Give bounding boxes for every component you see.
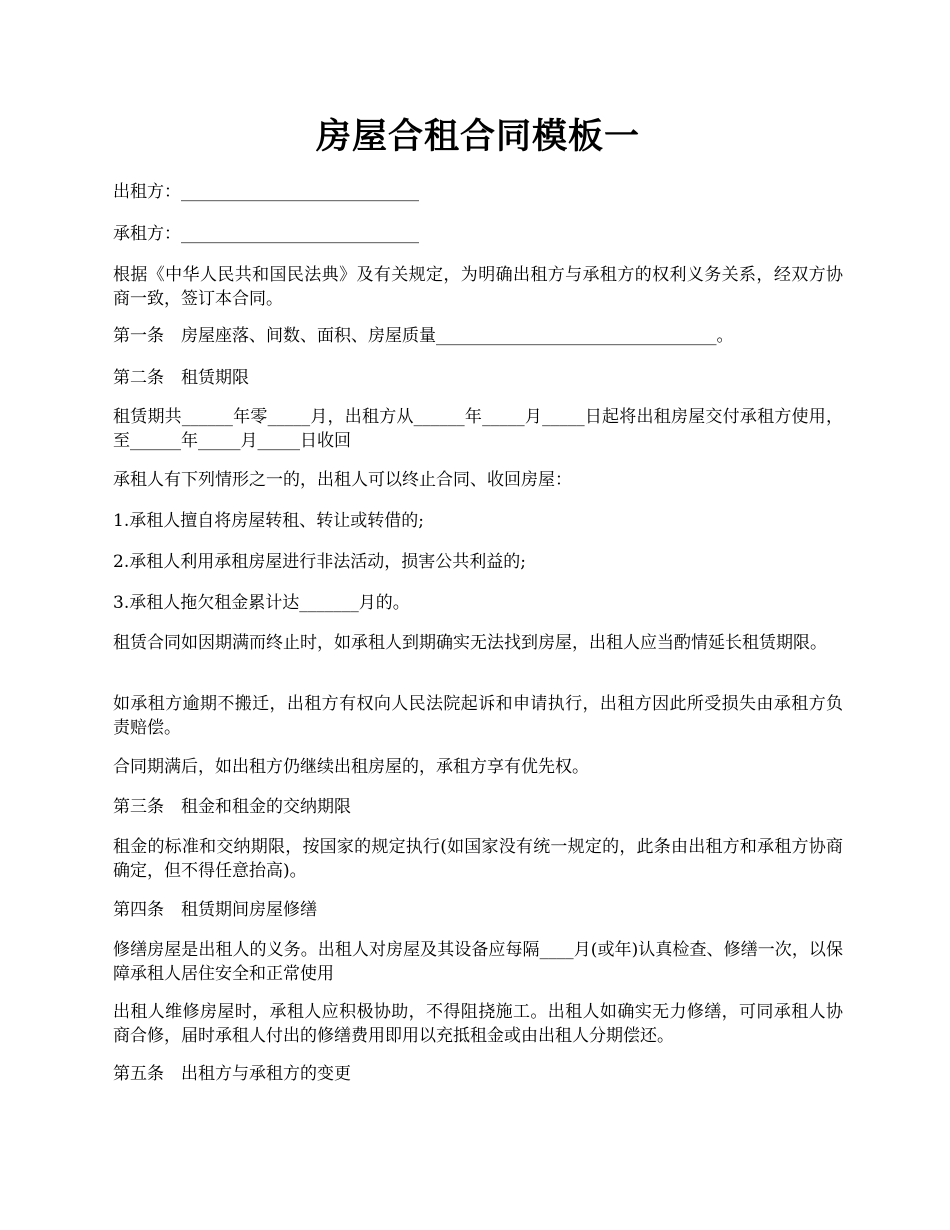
article-5-heading: 第五条 出租方与承租方的变更 bbox=[113, 1064, 351, 1084]
article-4-heading: 第四条 租赁期间房屋修缮 bbox=[113, 900, 317, 920]
article-1-heading: 第一条 房屋座落、间数、面积、房屋质量_________________________________。 bbox=[113, 326, 734, 346]
termination-intro: 承租人有下列情形之一的，出租人可以终止合同、收回房屋： bbox=[113, 470, 572, 490]
repair-paragraph-2: 出租人维修房屋时，承租人应积极协助，不得阻挠施工。出租人如确实无力修缮，可同承租人协商合修，届时承租人付出的修缮费用即用以充抵租金或由出租人分期偿还。 bbox=[113, 1002, 843, 1046]
overstay-paragraph: 如承租方逾期不搬迁，出租方有权向人民法院起诉和申请执行，出租方因此所受损失由承租方负责赔偿。 bbox=[113, 694, 843, 738]
article-3-heading: 第三条 租金和租金的交纳期限 bbox=[113, 797, 351, 817]
priority-paragraph: 合同期满后，如出租方仍继续出租房屋的，承租方享有优先权。 bbox=[113, 757, 589, 777]
article-2-heading: 第二条 租赁期限 bbox=[113, 368, 249, 388]
lessor-line: 出租方：____________________________ bbox=[113, 182, 419, 202]
rent-paragraph: 租金的标准和交纳期限，按国家的规定执行(如国家没有统一规定的，此条由出租方和承租方协商确定，但不得任意抬高)。 bbox=[113, 837, 843, 881]
termination-item-1: 1.承租人擅自将房屋转租、转让或转借的; bbox=[113, 511, 424, 531]
lessee-line: 承租方：____________________________ bbox=[113, 224, 419, 244]
lease-term-paragraph: 租赁期共______年零_____月，出租方从______年_____月_____日起将出租房屋交付承租方使用，至______年_____月_____日收回 bbox=[113, 407, 843, 451]
termination-item-2: 2.承租人利用承租房屋进行非法活动，损害公共利益的; bbox=[113, 552, 526, 572]
termination-item-3: 3.承租人拖欠租金累计达_______月的。 bbox=[113, 593, 410, 613]
extension-paragraph: 租赁合同如因期满而终止时，如承租人到期确实无法找到房屋，出租人应当酌情延长租赁期限。 bbox=[113, 633, 827, 653]
repair-paragraph-1: 修缮房屋是出租人的义务。出租人对房屋及其设备应每隔____月(或年)认真检查、修缮一次，以保障承租人居住安全和正常使用 bbox=[113, 940, 843, 984]
document-title: 房屋合租合同模板一 bbox=[315, 116, 640, 157]
preamble-paragraph: 根据《中华人民共和国民法典》及有关规定，为明确出租方与承租方的权利义务关系，经双方协商一致，签订本合同。 bbox=[113, 265, 843, 309]
